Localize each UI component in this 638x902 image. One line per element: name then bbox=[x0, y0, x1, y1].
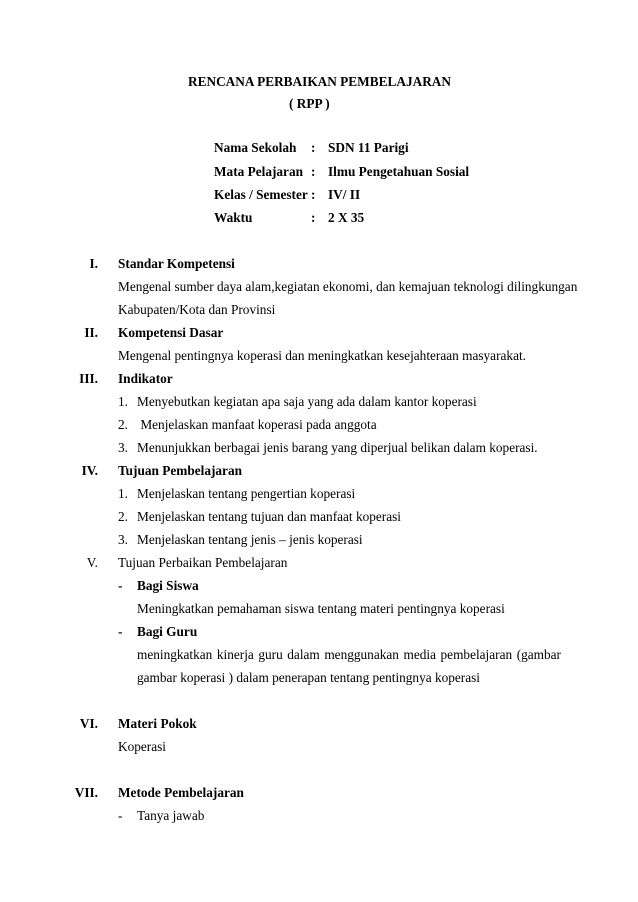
section-text: meningkatkan kinerja guru dalam menggunakan media pembelajaran (gambar bbox=[137, 647, 561, 662]
section-numeral: I. bbox=[89, 256, 98, 271]
section-numeral: V. bbox=[86, 555, 98, 570]
info-label-school: Nama Sekolah bbox=[214, 140, 297, 155]
info-value-school: SDN 11 Parigi bbox=[328, 140, 409, 155]
list-item: Menjelaskan tentang tujuan dan manfaat koperasi bbox=[137, 509, 401, 524]
list-number: 1. bbox=[118, 394, 128, 409]
section-text: Kabupaten/Kota dan Provinsi bbox=[118, 302, 276, 317]
list-number: 1. bbox=[118, 486, 128, 501]
section-heading: Standar Kompetensi bbox=[118, 256, 235, 271]
info-value-class: IV/ II bbox=[328, 187, 361, 202]
list-number: 3. bbox=[118, 440, 128, 455]
info-colon: : bbox=[311, 140, 316, 155]
info-label-time: Waktu bbox=[214, 210, 253, 225]
list-item: Menunjukkan berbagai jenis barang yang diperjual belikan dalam koperasi. bbox=[137, 440, 538, 455]
info-label-subject: Mata Pelajaran bbox=[214, 164, 303, 179]
section-text: Meningkatkan pemahaman siswa tentang materi pentingnya koperasi bbox=[137, 601, 505, 616]
info-value-subject: Ilmu Pengetahuan Sosial bbox=[328, 164, 470, 179]
list-item: Tanya jawab bbox=[137, 808, 205, 823]
section-numeral: VII. bbox=[74, 785, 98, 800]
info-value-time: 2 X 35 bbox=[328, 210, 365, 225]
info-colon: : bbox=[311, 187, 316, 202]
subheading-bagi-guru: Bagi Guru bbox=[137, 624, 198, 639]
section-text: Koperasi bbox=[118, 739, 166, 754]
section-text: gambar koperasi ) dalam penerapan tentang pentingnya koperasi bbox=[137, 670, 480, 685]
section-heading: Indikator bbox=[118, 371, 173, 386]
section-numeral: II. bbox=[84, 325, 98, 340]
section-text: Mengenal sumber daya alam,kegiatan ekonomi, dan kemajuan teknologi dilingkungan bbox=[118, 279, 578, 294]
list-dash: - bbox=[118, 624, 123, 639]
list-dash: - bbox=[118, 578, 123, 593]
section-numeral: VI. bbox=[79, 716, 98, 731]
info-colon: : bbox=[311, 210, 316, 225]
list-dash: - bbox=[118, 808, 123, 823]
info-colon: : bbox=[311, 164, 316, 179]
list-item: Menjelaskan manfaat koperasi pada anggota bbox=[137, 417, 377, 432]
section-heading: Tujuan Perbaikan Pembelajaran bbox=[118, 555, 288, 570]
document-title: RENCANA PERBAIKAN PEMBELAJARAN bbox=[188, 74, 451, 89]
info-label-class: Kelas / Semester bbox=[214, 187, 308, 202]
section-heading: Tujuan Pembelajaran bbox=[118, 463, 242, 478]
list-number: 3. bbox=[118, 532, 128, 547]
section-heading: Metode Pembelajaran bbox=[118, 785, 244, 800]
section-heading: Kompetensi Dasar bbox=[118, 325, 224, 340]
section-numeral: IV. bbox=[81, 463, 98, 478]
list-number: 2. bbox=[118, 509, 128, 524]
section-numeral: III. bbox=[79, 371, 98, 386]
list-item: Menjelaskan tentang pengertian koperasi bbox=[137, 486, 356, 501]
section-heading: Materi Pokok bbox=[118, 716, 197, 731]
list-number: 2. bbox=[118, 417, 128, 432]
subheading-bagi-siswa: Bagi Siswa bbox=[137, 578, 199, 593]
list-item: Menyebutkan kegiatan apa saja yang ada dalam kantor koperasi bbox=[137, 394, 477, 409]
document-subtitle: ( RPP ) bbox=[289, 96, 330, 111]
list-item: Menjelaskan tentang jenis – jenis koperasi bbox=[137, 532, 363, 547]
section-text: Mengenal pentingnya koperasi dan meningkatkan kesejahteraan masyarakat. bbox=[118, 348, 526, 363]
